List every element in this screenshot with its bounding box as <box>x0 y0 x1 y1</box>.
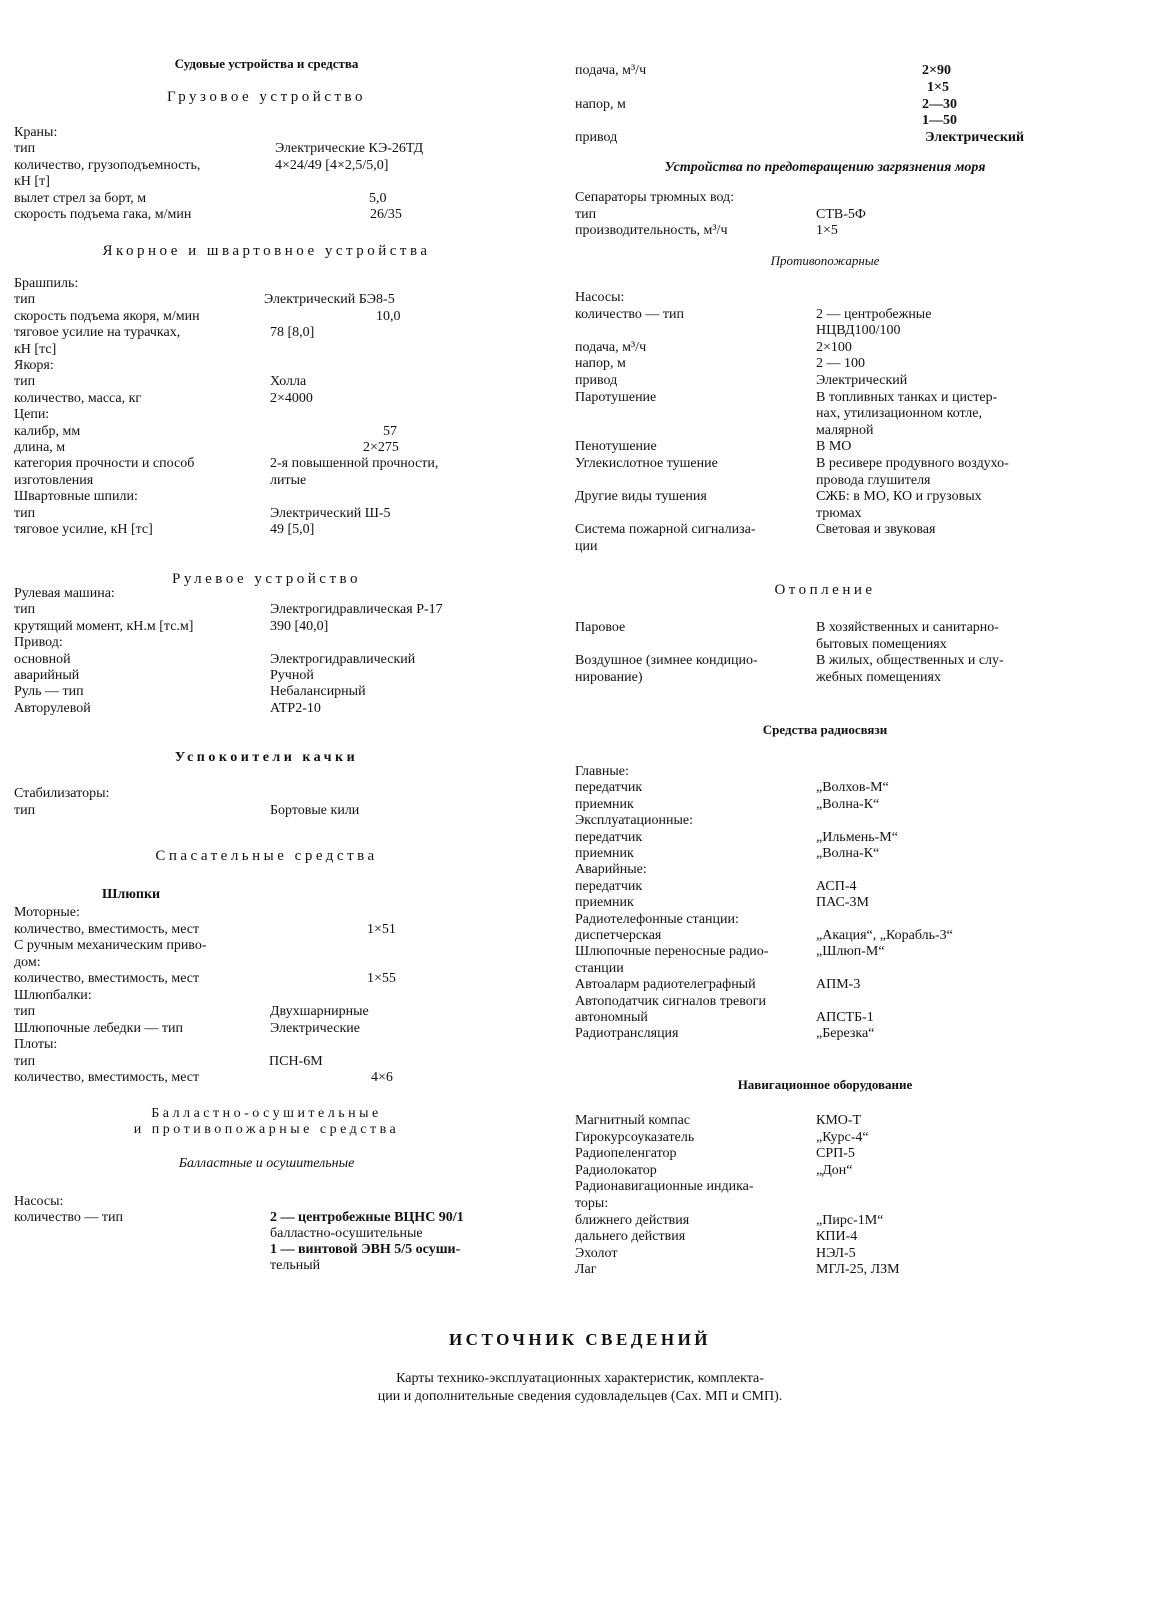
row-label: Автоподатчик сигналов тревоги <box>575 993 766 1009</box>
row-value: „Волна-К“ <box>816 796 880 812</box>
row-label: количество, вместимость, мест <box>14 971 200 986</box>
row-value: В МО <box>816 439 852 455</box>
row-label: Шлюпбалки: <box>14 987 92 1003</box>
row-value: литые <box>270 472 307 488</box>
row-value: „Шлюп-М“ <box>816 944 885 960</box>
row-label: Сепараторы трюмных вод: <box>575 190 735 205</box>
row-value: 4×6 <box>371 1070 393 1085</box>
row-value: Электрический Ш-5 <box>270 505 391 521</box>
row-label: дальнего действия <box>575 1229 686 1245</box>
row-value: малярной <box>816 422 874 438</box>
row-value: Небалансирный <box>270 684 366 700</box>
row-value: „Ильмень-М“ <box>816 829 898 845</box>
row-value: НЭЛ-5 <box>816 1245 856 1261</box>
row-label: Магнитный компас <box>575 1113 691 1128</box>
radio-title: Средства радиосвязи <box>762 722 888 737</box>
row-value: „Волна-К“ <box>816 846 880 861</box>
fire-title: Противопожарные <box>770 253 880 268</box>
ballast-line-text: тельный <box>270 1258 321 1273</box>
row-value: 2—30 <box>922 96 957 112</box>
row-label: крутящий момент, кН.м [тс.м] <box>14 618 194 634</box>
row-value: Электрический <box>816 373 908 388</box>
row-label: Пенотушение <box>575 439 657 455</box>
row-label: приемник <box>575 796 634 812</box>
row-value: Двухшарнирные <box>270 1004 369 1019</box>
row-label: автономный <box>575 1010 648 1025</box>
row-label: основной <box>14 651 71 667</box>
row-label: тип <box>14 292 36 308</box>
row-label: передатчик <box>575 878 643 894</box>
row-value: 57 <box>383 423 397 439</box>
row-label: изготовления <box>14 472 94 488</box>
row-label: Шлюпочные переносные радио- <box>575 944 769 960</box>
source-line-1: Карты технико-эксплуатационных характеристик, комплекта- <box>396 1371 764 1386</box>
lifesaving-title: Спасательные средства <box>155 848 378 864</box>
row-label: длина, м <box>14 440 66 455</box>
row-label: торы: <box>575 1196 609 1211</box>
row-label: привод <box>575 130 618 146</box>
cranes-label-text: Краны: <box>14 125 58 140</box>
row-value: СЖБ: в МО, КО и грузовых <box>816 489 982 505</box>
row-label: Плоты: <box>14 1037 58 1052</box>
row-label: тяговое усилие на турачках, <box>14 325 181 341</box>
row-value: 1×51 <box>367 921 396 937</box>
row-value: нах, утилизационном котле, <box>816 406 982 422</box>
row-label: Стабилизаторы: <box>14 786 110 801</box>
ballast-line-text: 2 — центробежные ВЦНС 90/1 <box>270 1210 464 1225</box>
row-label: привод <box>575 373 618 388</box>
row-label: количество, грузоподъемность, <box>14 157 201 173</box>
row-label: Радионавигационные индика- <box>575 1179 754 1195</box>
roll-title: Успокоители качки <box>174 750 359 765</box>
row-value: НЦВД100/100 <box>816 323 901 339</box>
row-label: тип <box>14 505 36 521</box>
ballast-qty-label: количество — тип <box>14 1210 123 1225</box>
row-label: Радиотелефонные станции: <box>575 911 739 927</box>
nav-title: Навигационное оборудование <box>737 1077 913 1092</box>
row-value: „Дон“ <box>816 1162 853 1178</box>
row-value: провода глушителя <box>816 472 931 488</box>
row-label: скорость подъема якоря, м/мин <box>14 308 200 324</box>
row-value: СТВ-5Ф <box>816 206 866 222</box>
row-label: тип <box>14 1004 36 1019</box>
row-value: МГЛ-25, ЛЗМ <box>816 1262 900 1278</box>
row-label: Углекислотное тушение <box>575 456 718 471</box>
row-value: Холла <box>270 374 307 390</box>
row-value: 10,0 <box>376 308 401 324</box>
row-value: В хозяйственных и санитарно- <box>816 620 999 635</box>
row-value: 1×55 <box>367 971 396 986</box>
row-label: передатчик <box>575 829 643 845</box>
row-label: Брашпиль: <box>14 276 79 291</box>
source-title: ИСТОЧНИК СВЕДЕНИЙ <box>448 1330 712 1349</box>
row-label: ближнего действия <box>575 1212 690 1228</box>
row-label: Радиолокатор <box>575 1162 657 1178</box>
row-value: 2×100 <box>816 339 852 355</box>
row-label: подача, м³/ч <box>575 339 647 355</box>
pollution-title: Устройства по предотвращению загрязнения моря <box>664 160 986 175</box>
row-value: 2×275 <box>363 440 399 455</box>
row-label: Руль — тип <box>14 684 84 700</box>
row-label: ции <box>575 539 598 554</box>
row-value: АСП-4 <box>816 878 857 894</box>
row-label: Моторные: <box>14 905 80 920</box>
row-label: Рулевая машина: <box>14 586 115 601</box>
row-value: Электрогидравлический <box>270 651 416 667</box>
row-value: „Березка“ <box>816 1026 875 1042</box>
row-label: тип <box>14 1053 36 1069</box>
row-value: Электрический БЭ8-5 <box>264 292 395 308</box>
row-label: подача, м³/ч <box>575 63 647 78</box>
row-value: АПСТБ-1 <box>816 1010 874 1025</box>
row-value: 1×5 <box>927 79 949 95</box>
row-value: ПАС-3М <box>816 895 869 911</box>
pumps-label-text: Насосы: <box>14 1194 64 1209</box>
boats-label-text: Шлюпки <box>102 887 161 902</box>
row-label: вылет стрел за борт, м <box>14 190 147 206</box>
row-value: АТР2-10 <box>270 700 321 716</box>
row-label: скорость подъема гака, м/мин <box>14 207 192 222</box>
row-label: количество, масса, кг <box>14 390 142 406</box>
row-label: Паротушение <box>575 389 657 405</box>
row-value: „Пирс-1М“ <box>816 1212 884 1228</box>
row-label: тип <box>14 374 36 390</box>
row-label: тип <box>575 206 597 222</box>
cargo-title: Грузовое устройство <box>166 89 367 105</box>
ballast-line-text: балластно-осушительные <box>270 1226 423 1241</box>
section-header: Судовые устройства и средства <box>174 56 359 71</box>
ballast-subtitle: Балластные и осушительные <box>178 1156 355 1171</box>
row-value: В топливных танках и цистер- <box>816 389 998 405</box>
row-label: Радиотрансляция <box>575 1026 679 1042</box>
steering-title: Рулевое устройство <box>171 571 361 587</box>
row-label: Шлюпочные лебедки — тип <box>14 1020 184 1036</box>
row-label: станции <box>575 960 624 976</box>
row-label: диспетчерская <box>575 928 662 943</box>
row-label: Паровое <box>575 620 626 635</box>
row-value: 390 [40,0] <box>270 618 329 634</box>
row-value: 2-я повышенной прочности, <box>270 456 439 472</box>
row-value: Ручной <box>270 668 314 683</box>
source-line-2: ции и дополнительные сведения судовладельцев (Сах. МП и СМП). <box>377 1389 783 1404</box>
ballast-title-1: Балластно-осушительные <box>151 1106 382 1121</box>
row-label: Система пожарной сигнализа- <box>575 522 756 538</box>
row-value: бытовых помещениях <box>816 636 947 652</box>
row-value: Электрические КЭ-26ТД <box>275 141 424 156</box>
row-value: 26/35 <box>370 207 402 222</box>
row-value: АПМ-3 <box>816 977 861 993</box>
row-label: кН [т] <box>14 174 50 189</box>
row-value: трюмах <box>816 505 862 521</box>
row-label: напор, м <box>575 96 626 112</box>
row-label: Гирокурсоуказатель <box>575 1129 695 1145</box>
row-value: ПСН-6М <box>269 1053 323 1069</box>
row-value: 1—50 <box>922 113 957 129</box>
row-value: Электрический <box>925 130 1025 146</box>
row-label: кН [тс] <box>14 341 57 357</box>
row-label: тип <box>14 602 36 618</box>
row-label: Цепи: <box>14 407 50 423</box>
row-label: категория прочности и способ <box>14 456 195 472</box>
row-value: 2×90 <box>922 63 951 78</box>
row-value: 2 — центробежные <box>816 306 932 322</box>
row-value: 78 [8,0] <box>270 325 315 341</box>
row-label: Радиопеленгатор <box>575 1146 677 1162</box>
row-value: 2×4000 <box>270 390 313 406</box>
row-label: Воздушное (зимнее кондицио- <box>575 653 758 668</box>
row-value: В жилых, общественных и слу- <box>816 653 1004 668</box>
row-value: 5,0 <box>369 190 387 206</box>
row-label: Эхолот <box>575 1245 618 1261</box>
row-value: В ресивере продувного воздухо- <box>816 456 1009 471</box>
row-label: количество — тип <box>575 306 684 322</box>
row-label: Автоаларм радиотелеграфный <box>575 977 756 993</box>
row-label: Аварийные: <box>575 862 647 878</box>
row-value: „Акация“, „Корабль-3“ <box>816 928 953 943</box>
row-label: Главные: <box>575 764 629 779</box>
row-value: 1×5 <box>816 223 838 238</box>
row-label: приемник <box>575 846 634 861</box>
row-label: тип <box>14 802 36 818</box>
row-label: производительность, м³/ч <box>575 223 728 238</box>
row-value: жебных помещениях <box>816 669 941 685</box>
row-label: дом: <box>14 954 41 970</box>
row-value: 4×24/49 [4×2,5/5,0] <box>275 157 389 173</box>
row-label: С ручным механическим приво- <box>14 938 207 953</box>
row-value: КПИ-4 <box>816 1229 858 1245</box>
row-label: нирование) <box>575 669 643 685</box>
row-value: „Волхов-М“ <box>816 780 889 796</box>
row-label: напор, м <box>575 356 626 372</box>
ballast-title-2: и противопожарные средства <box>133 1122 400 1137</box>
row-value: 2 — 100 <box>816 356 865 372</box>
row-value: Электрогидравлическая Р-17 <box>270 602 443 618</box>
row-value: 49 [5,0] <box>270 522 315 537</box>
row-label: Эксплуатационные: <box>575 813 694 829</box>
row-label: аварийный <box>14 668 80 683</box>
row-value: Электрические <box>270 1020 360 1036</box>
row-value: Световая и звуковая <box>816 522 936 538</box>
row-value: Бортовые кили <box>270 802 360 818</box>
row-label: Другие виды тушения <box>575 489 707 505</box>
row-value: „Курс-4“ <box>816 1129 869 1145</box>
row-label: Швартовные шпили: <box>14 489 138 505</box>
anchor-title: Якорное и швартовное устройства <box>102 243 431 259</box>
row-label: тип <box>14 141 36 156</box>
heating-title: Отопление <box>774 582 876 598</box>
row-value: КМО-Т <box>816 1113 862 1128</box>
row-label: Якоря: <box>14 358 54 373</box>
ballast-line-text: 1 — винтовой ЭВН 5/5 осуши- <box>270 1242 461 1257</box>
row-label: количество, вместимость, мест <box>14 1070 200 1085</box>
row-label: Насосы: <box>575 290 625 305</box>
row-label: Привод: <box>14 635 63 651</box>
row-label: тяговое усилие, кН [тс] <box>14 522 153 537</box>
row-label: количество, вместимость, мест <box>14 921 200 937</box>
row-label: Авторулевой <box>14 700 91 716</box>
row-label: Лаг <box>575 1262 597 1278</box>
row-label: калибр, мм <box>14 423 81 439</box>
row-label: приемник <box>575 895 634 911</box>
row-label: передатчик <box>575 780 643 796</box>
row-value: СРП-5 <box>816 1146 855 1162</box>
